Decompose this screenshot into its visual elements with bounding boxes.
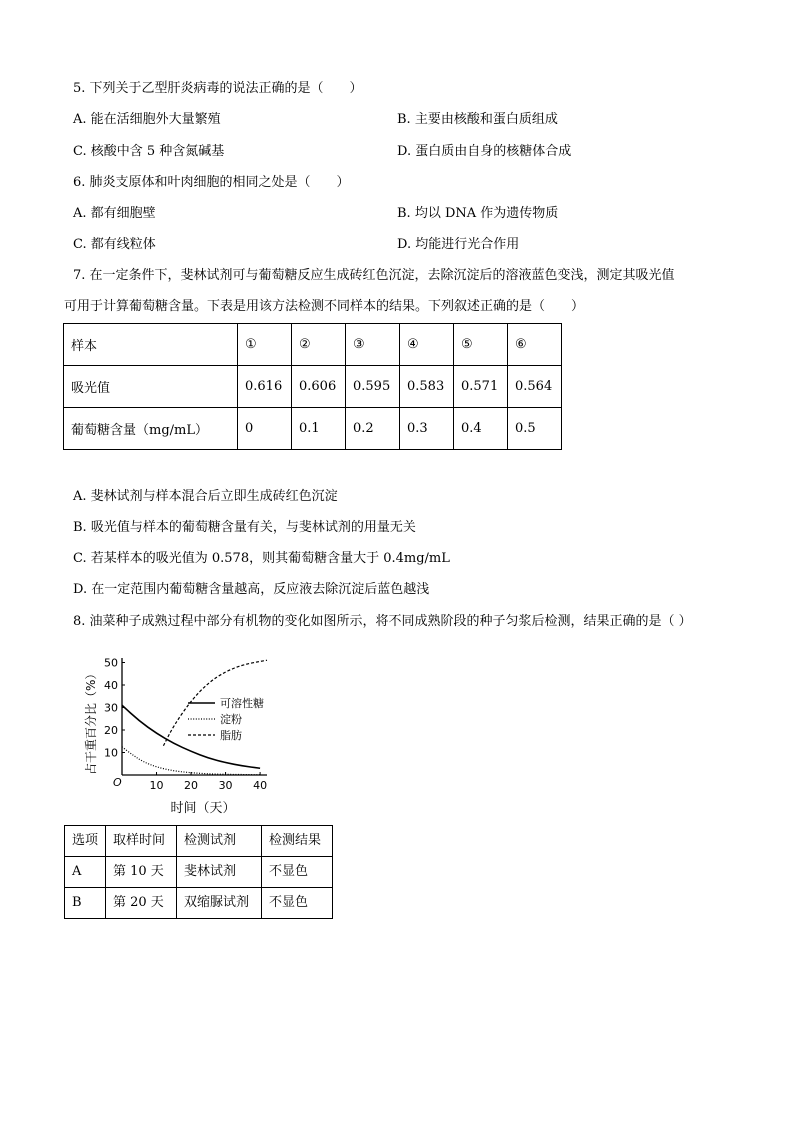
table-cell: 0.595	[346, 366, 400, 408]
chart-series	[122, 660, 267, 775]
q8-table	[64, 825, 333, 919]
table-cell: 斐林试剂	[177, 857, 262, 888]
table-cell: 样本	[64, 324, 238, 366]
q7-option-a: A. 斐林试剂与样本混合后立即生成砖红色沉淀	[73, 489, 338, 504]
table-cell: 0.3	[400, 408, 454, 450]
table-cell: 检测试剂	[177, 826, 262, 857]
q6-option-c: C. 都有线粒体	[73, 237, 156, 252]
legend-label-soluble-sugar: 可溶性糖	[220, 697, 264, 710]
table-cell: 双缩脲试剂	[177, 888, 262, 919]
q8-stem: 8. 油菜种子成熟过程中部分有机物的变化如图所示，将不同成熟阶段的种子匀浆后检测，结果正确的是（ ）	[73, 614, 692, 629]
table-cell: ④	[400, 324, 454, 366]
y-axis-label: 占干重百分比（%）	[84, 667, 98, 775]
q6-option-a: A. 都有细胞壁	[73, 206, 156, 221]
x-tick-label: 40	[253, 779, 268, 792]
origin-label: O	[113, 776, 122, 789]
table-cell: 0.616	[238, 366, 292, 408]
chart-axes	[122, 658, 267, 775]
table-cell: A	[65, 857, 106, 888]
q7-option-c: C. 若某样本的吸光值为 0.578，则其葡萄糖含量大于 0.4mg/mL	[73, 551, 450, 566]
table-cell: 葡萄糖含量（mg/mL）	[64, 408, 238, 450]
table-cell: 检测结果	[262, 826, 333, 857]
table-cell: ⑤	[454, 324, 508, 366]
table-cell: 0.5	[508, 408, 562, 450]
table-cell: 0.2	[346, 408, 400, 450]
y-tick-label: 30	[104, 701, 118, 715]
table-cell: 0	[238, 408, 292, 450]
q5-option-c: C. 核酸中含 5 种含氮碱基	[73, 144, 225, 159]
table-cell: 选项	[65, 826, 106, 857]
table-cell: 0.564	[508, 366, 562, 408]
q7-stem-line1: 7. 在一定条件下，斐林试剂可与葡萄糖反应生成砖红色沉淀，去除沉淀后的溶液蓝色变浅，测定其吸光值	[73, 268, 675, 283]
table-row	[64, 324, 562, 366]
q7-table	[63, 323, 562, 450]
x-tick-label: 30	[218, 779, 233, 792]
q5-stem: 5. 下列关于乙型肝炎病毒的说法正确的是（ ）	[73, 81, 363, 96]
table-cell: 不显色	[262, 857, 333, 888]
q7-option-d: D. 在一定范围内葡萄糖含量越高，反应液去除沉淀后蓝色越浅	[73, 582, 430, 597]
q7-option-b: B. 吸光值与样本的葡萄糖含量有关，与斐林试剂的用量无关	[73, 520, 416, 535]
x-axis-label: 时间（天）	[170, 801, 236, 816]
table-cell: 0.606	[292, 366, 346, 408]
table-cell: 0.4	[454, 408, 508, 450]
table-row	[65, 857, 333, 888]
x-tick-label: 10	[149, 779, 164, 792]
table-cell: 第 20 天	[106, 888, 177, 919]
q6-option-b: B. 均以 DNA 作为遗传物质	[397, 206, 559, 221]
table-cell: 0.583	[400, 366, 454, 408]
x-tick-label: 20	[184, 779, 199, 792]
chart-ticks	[104, 657, 267, 793]
q5-option-b: B. 主要由核酸和蛋白质组成	[397, 112, 558, 127]
q6-stem: 6. 肺炎支原体和叶肉细胞的相同之处是（ ）	[73, 175, 350, 190]
q5-option-a: A. 能在活细胞外大量繁殖	[73, 112, 221, 127]
table-row	[65, 888, 333, 919]
table-cell: 第 10 天	[106, 857, 177, 888]
q8-chart	[75, 648, 285, 823]
legend-label-starch: 淀粉	[220, 713, 242, 726]
table-row	[64, 366, 562, 408]
table-row	[64, 408, 562, 450]
y-tick-label: 40	[104, 679, 118, 692]
chart-legend	[188, 696, 264, 742]
table-cell: ⑥	[508, 324, 562, 366]
table-cell: ②	[292, 324, 346, 366]
y-tick-label: 20	[104, 724, 118, 737]
q6-option-d: D. 均能进行光合作用	[397, 237, 520, 252]
table-cell: 取样时间	[106, 826, 177, 857]
q7-stem-line2: 可用于计算葡萄糖含量。下表是用该方法检测不同样本的结果。下列叙述正确的是（ ）	[64, 299, 585, 314]
table-cell: ①	[238, 324, 292, 366]
table-cell: 不显色	[262, 888, 333, 919]
y-tick-label: 10	[104, 746, 118, 760]
table-cell: B	[65, 888, 106, 919]
table-cell: 吸光值	[64, 366, 238, 408]
y-tick-label: 50	[104, 656, 118, 670]
table-cell: 0.571	[454, 366, 508, 408]
table-cell: 0.1	[292, 408, 346, 450]
legend-label-fat: 脂肪	[220, 729, 242, 742]
table-cell: ③	[346, 324, 400, 366]
table-row	[65, 826, 333, 857]
q5-option-d: D. 蛋白质由自身的核糖体合成	[397, 144, 572, 159]
